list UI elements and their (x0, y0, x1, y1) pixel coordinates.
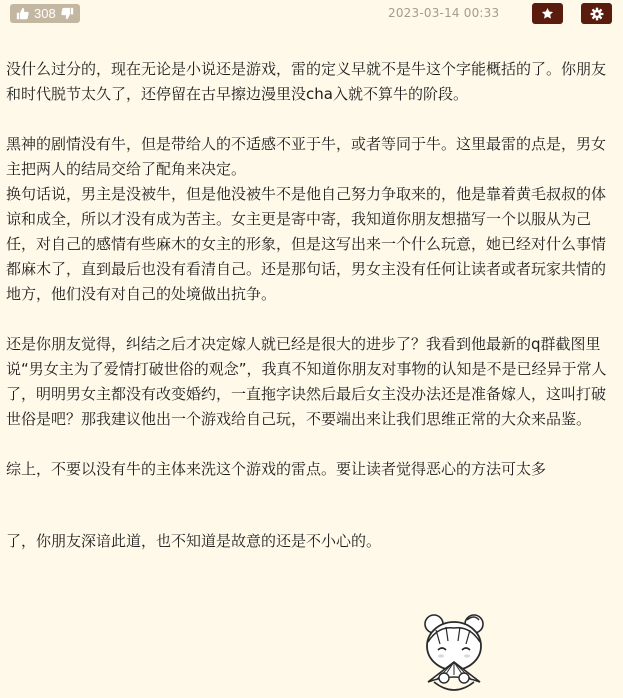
post-paragraph: 综上，不要以没有牛的主体来洗这个游戏的雷点。要让读者觉得恶心的方法可太多 (6, 460, 547, 478)
settings-button[interactable] (581, 3, 612, 24)
gear-icon (590, 7, 604, 21)
star-icon (541, 7, 554, 20)
thumbs-down-icon[interactable] (61, 7, 74, 20)
post-paragraph: 还是你朋友觉得，纠结之后才决定嫁人就已经是很大的进步了？我看到他最新的q群截图里说“男女主为了爱情打破世俗的观念”，我真不知道你朋友对事物的认知是不是已经异于常人了，明明男女主都没有改变婚约，一直拖字诀然后最后女主没办法还是准备嫁人，这叫打破世俗是吧？那我建议他出一个游戏给自己玩，不要端出来让我们思维正常的大众来品鉴。 (6, 335, 607, 428)
post-paragraph: 换句话说，男主是没被牛，但是他没被牛不是他自己努力争取来的，他是靠着黄毛叔叔的体谅和成全，所以才没有成为苦主。女主更是寄中寄，我知道你朋友想描写一个以服从为己任，对自己的感情有些麻木的女主的形象，但是这写出来一个什么玩意，她已经对什么事情都麻木了，直到最后也没有看清自己。还是那句话，男女主没有任何让读者或者玩家共情的地方，他们没有对自己的处境做出抗争。 (6, 185, 607, 303)
like-count: 308 (34, 6, 56, 21)
vote-pill (10, 4, 80, 23)
post-header (0, 0, 623, 30)
post-paragraph: 没什么过分的，现在无论是小说还是游戏，雷的定义早就不是牛这个字能概括的了。你朋友和时代脱节太久了，还停留在古早擦边漫里没cha入就不算牛的阶段。 (6, 60, 607, 103)
post-timestamp: 2023-03-14 00:33 (388, 6, 500, 20)
favorite-button[interactable] (532, 3, 563, 24)
chibi-fan-sticker (414, 612, 494, 694)
post-paragraph: 黑神的剧情没有牛，但是带给人的不适感不亚于牛，或者等同于牛。这里最雷的点是，男女主把两人的结局交给了配角来决定。 (6, 135, 607, 178)
post-paragraph: 了，你朋友深谙此道，也不知道是故意的还是不小心的。 (6, 532, 382, 550)
post-body (6, 57, 613, 554)
thumbs-up-icon[interactable] (16, 7, 29, 20)
